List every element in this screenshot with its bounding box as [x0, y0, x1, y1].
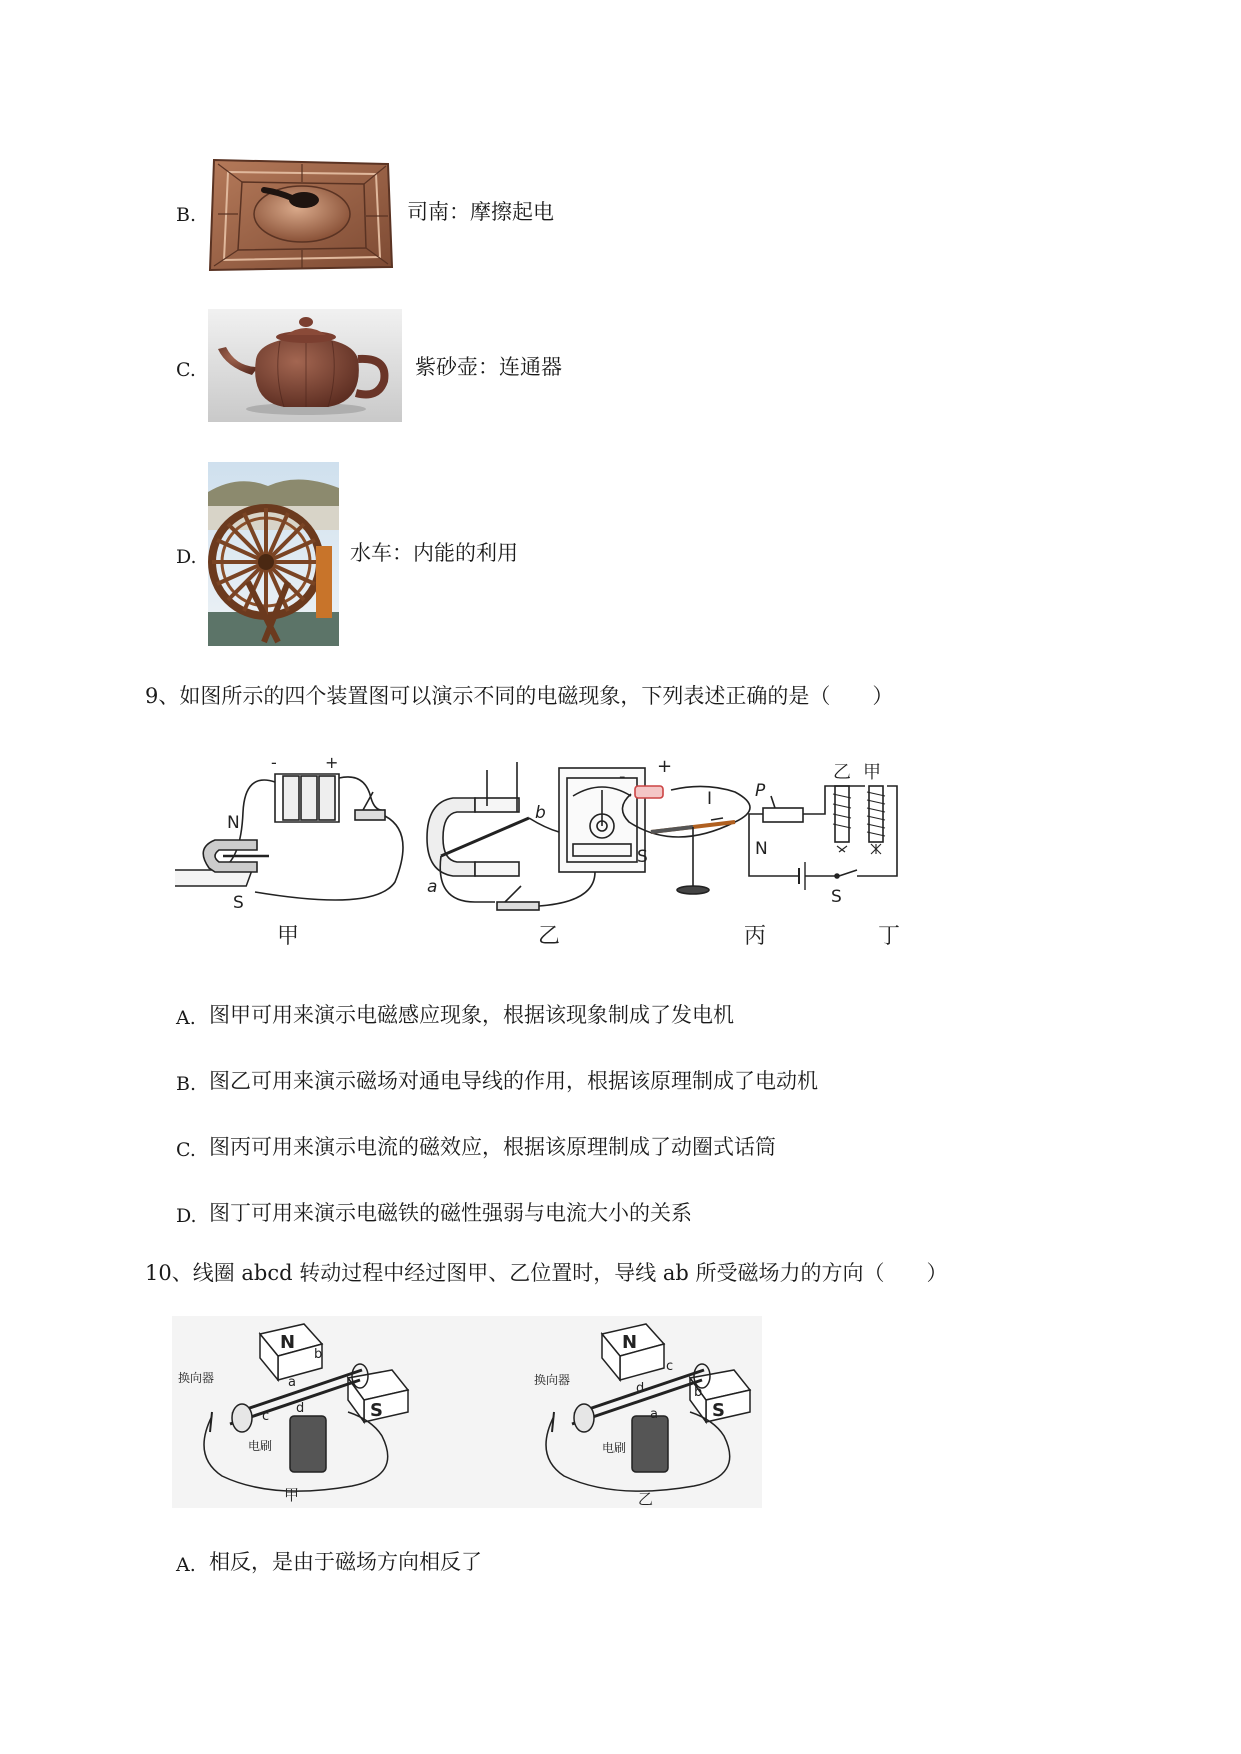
- caption-yi: 乙: [538, 924, 561, 949]
- jia-label-minus: -: [271, 753, 277, 772]
- yi-magnet-n: N: [622, 1332, 638, 1353]
- option-letter-b: B.: [176, 204, 197, 226]
- q9-option-c-text: 图丙可用来演示电流的磁效应，根据该原理制成了动圈式话筒: [209, 1135, 776, 1159]
- option-letter-c: C.: [176, 359, 196, 381]
- jia-label-c: c: [262, 1409, 270, 1424]
- option-c-text: 紫砂壶：连通器: [415, 355, 562, 379]
- yi-label-c: c: [666, 1359, 674, 1374]
- figure-ding: [749, 786, 897, 890]
- q9-option-letter-c: C.: [176, 1139, 196, 1161]
- jia-label-plus: +: [325, 753, 339, 772]
- q9-option-letter-d: D.: [176, 1205, 197, 1227]
- purple-clay-teapot-photo: [208, 309, 402, 422]
- yi-label-b: b: [694, 1385, 703, 1400]
- caption-ding: 丁: [878, 924, 901, 949]
- q9-option-a-text: 图甲可用来演示电磁感应现象，根据该现象制成了发电机: [209, 1003, 734, 1027]
- option-b-text: 司南：摩擦起电: [407, 200, 554, 224]
- q10-option-letter-a: A.: [176, 1554, 196, 1576]
- q10-option-a-text: 相反，是由于磁场方向相反了: [209, 1550, 482, 1574]
- figure-jia: [175, 774, 403, 900]
- yi-label-d: d: [636, 1381, 645, 1396]
- bing-label-plus: +: [657, 756, 673, 777]
- q9-option-b-text: 图乙可用来演示磁场对通电导线的作用，根据该原理制成了电动机: [209, 1069, 818, 1093]
- yi-caption: 乙: [638, 1490, 654, 1508]
- bing-label-minus: -: [619, 766, 626, 787]
- caption-bing: 丙: [744, 924, 767, 949]
- yi-magnet-s: S: [712, 1400, 725, 1421]
- question-9-stem: 9、如图所示的四个装置图可以演示不同的电磁现象，下列表述正确的是（ ）: [145, 684, 894, 708]
- q10-figure: [172, 1316, 762, 1508]
- jia-label-a: a: [288, 1375, 296, 1390]
- question-10-stem: 10、线圈 abcd 转动过程中经过图甲、乙位置时，导线 ab 所受磁场力的方向（ ）: [145, 1261, 948, 1285]
- caption-jia: 甲: [277, 924, 300, 949]
- bing-label-n: N: [755, 839, 768, 859]
- q9-option-letter-a: A.: [176, 1007, 196, 1029]
- yi-label-a: a: [650, 1407, 658, 1422]
- jia-label-s: S: [233, 893, 244, 913]
- option-letter-d: D.: [176, 546, 197, 568]
- jia-commutator-label: 换向器: [178, 1371, 215, 1385]
- jia-caption: 甲: [284, 1486, 300, 1504]
- q9-option-letter-b: B.: [176, 1073, 197, 1095]
- option-d-text: 水车：内能的利用: [350, 541, 518, 565]
- jia-label-n: N: [227, 813, 240, 833]
- bing-label-s: S: [637, 847, 648, 867]
- yi-label-a: a: [427, 877, 438, 897]
- jia-label-b: b: [314, 1347, 323, 1362]
- ding-label-p: P: [755, 781, 766, 801]
- jia-magnet-s: S: [370, 1400, 383, 1421]
- sinan-compass-photo: [208, 154, 394, 273]
- jia-brush-label: 电刷: [248, 1439, 273, 1453]
- yi-brush-label: 电刷: [602, 1441, 627, 1455]
- q9-option-d-text: 图丁可用来演示电磁铁的磁性强弱与电流大小的关系: [209, 1201, 692, 1225]
- ding-label-yi: 乙: [833, 762, 851, 783]
- jia-label-d: d: [296, 1401, 305, 1416]
- ding-label-s: S: [831, 887, 842, 907]
- yi-commutator-label: 换向器: [534, 1373, 571, 1387]
- waterwheel-photo: [208, 462, 339, 646]
- jia-magnet-n: N: [280, 1332, 296, 1353]
- ding-label-jia: 甲: [863, 762, 881, 783]
- q9-figure: [175, 752, 995, 952]
- yi-label-b: b: [535, 803, 546, 823]
- bing-label-i: I: [707, 789, 713, 809]
- figure-yi: [427, 762, 645, 910]
